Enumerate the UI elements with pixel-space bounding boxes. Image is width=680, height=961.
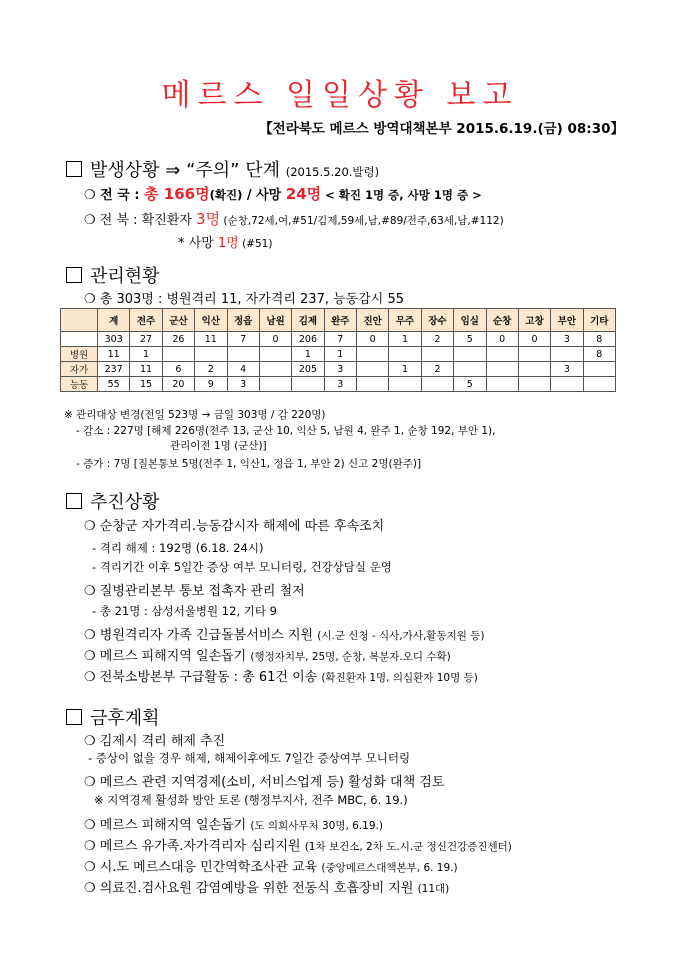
table-cell: 9 [195,377,227,392]
increase-line: - 증가 : 7명 [질본통보 5명(전주 1, 익산1, 정읍 1, 부안 2) 신고 2명(완주)] [76,458,422,470]
table-cell: 55 [98,377,130,392]
table-cell [357,377,389,392]
table-cell: 0 [259,332,291,347]
table-cell: 5 [454,332,486,347]
table-cell [486,362,518,377]
table-header-cell: 익산 [195,309,227,332]
heading-note: (2015.5.20.발령) [285,165,380,179]
table-cell: 1 [292,347,324,362]
list-item: ❍ 메르스 유가족.자가격리자 심리지원 (1차 보건소, 2차 도.시.군 정신건강증진센터) [84,839,512,854]
table-cell [259,377,291,392]
list-item: - 격리 해제 : 192명 (6.18. 24시) [92,541,264,555]
table-cell [259,362,291,377]
table-cell: 0 [518,332,550,347]
row-label: 능동 [61,377,98,392]
table-cell [486,347,518,362]
table-header-cell: 김제 [292,309,324,332]
table-cell [421,347,453,362]
checkbox-icon [66,267,82,283]
change-note: ※ 관리대상 변경(전일 523명 → 금일 303명 / 감 220명) [64,409,326,421]
table-cell [518,377,550,392]
table-row [61,377,616,392]
table-cell: 27 [130,332,162,347]
jeonbuk-status: ❍ 전 북 : 확진환자 3명 (순창,72세,여,#51/김제,59세,남,#89/전주,63세,남,#112) [84,210,504,228]
table-cell: 1 [389,362,421,377]
table-cell: 206 [292,332,324,347]
table-header-cell: 계 [98,309,130,332]
table-cell: 3 [324,362,356,377]
table-cell [583,377,615,392]
death-count: 1명 [217,236,239,251]
table-row [61,347,616,362]
national-status: ❍ 전 국 : 총 166명(확진) / 사망 24명 < 확진 1명 증, 사망 1명 증 > [84,185,482,203]
management-table [60,308,616,392]
table-cell: 1 [324,347,356,362]
table-header-cell: 기타 [583,309,615,332]
table-cell: 11 [98,347,130,362]
checkbox-icon [66,161,82,177]
decrease-line: - 감소 : 227명 [해제 226명(전주 13, 군산 10, 익산 5, 남원 4, 완주 1, 순창 192, 부안 1), [76,425,496,437]
table-cell: 2 [195,362,227,377]
table-cell: 7 [324,332,356,347]
section-occurrence [66,156,379,182]
table-cell: 26 [162,332,194,347]
table-header-cell: 장수 [421,309,453,332]
table-cell: 8 [583,347,615,362]
table-cell [551,377,583,392]
jeonbuk-count: 3명 [196,210,221,228]
list-item: ❍ 전북소방본부 구급활동 : 총 61건 이송 (확진환자 1명, 의심환자 10명 등) [84,670,478,685]
page-title: 메르스 일일상황 보고 [161,78,519,113]
table-cell: 3 [551,332,583,347]
list-item: ❍ 김제시 격리 해제 추진 [84,734,226,749]
list-item: ❍ 시.도 메르스대응 민간역학조사관 교육 (중앙메르스대책본부, 6. 19.) [84,860,458,875]
section-management [66,262,160,288]
list-item: ❍ 메르스 피해지역 일손돕기 (도 의회사무처 30명, 6.19.) [84,818,383,833]
table-cell: 4 [227,362,259,377]
table-header-cell: 전주 [130,309,162,332]
row-label [61,332,98,347]
table-cell [162,347,194,362]
table-cell [583,362,615,377]
death-status: * 사망 1명 (#51) [178,236,273,251]
table-header-cell: 무주 [389,309,421,332]
national-deaths: 24명 [285,185,322,203]
table-cell: 3 [551,362,583,377]
table-header-cell: 정읍 [227,309,259,332]
list-item: - 총 21명 : 삼성서울병원 12, 기타 9 [92,604,277,618]
table-cell [292,377,324,392]
section-heading: 추진상황 [90,492,160,513]
table-cell [421,377,453,392]
table-cell: 11 [195,332,227,347]
table-header-cell: 완주 [324,309,356,332]
list-item: ❍ 메르스 피해지역 일손돕기 (행정자치부, 25명, 순창, 복분자.오디 수확) [84,649,451,664]
section-heading: 관리현황 [90,266,160,287]
row-label: 병원 [61,347,98,362]
section-heading: 금후계획 [90,708,160,729]
table-cell [454,362,486,377]
table-cell: 7 [227,332,259,347]
table-cell: 3 [227,377,259,392]
list-item: - 증상이 없을 경우 해제, 해제이후에도 7일간 증상여부 모니터링 [88,751,411,765]
list-item: ❍ 의료진.검사요원 감염예방을 위한 전동식 호흡장비 지원 (11대) [84,881,450,896]
list-item: ❍ 병원격리자 가족 긴급돌봄서비스 지원 (시.군 신청 - 식사,가사,활동지원 등) [84,628,485,643]
table-cell [195,347,227,362]
table-cell [486,377,518,392]
checkbox-icon [66,493,82,509]
checkbox-icon [66,709,82,725]
national-total: 총 166명 [144,185,210,203]
table-header-cell: 군산 [162,309,194,332]
table-cell: 0 [486,332,518,347]
list-item: ❍ 질병관리본부 통보 접촉자 관리 철저 [84,584,305,599]
table-cell: 15 [130,377,162,392]
table-header-cell: 부안 [551,309,583,332]
report-source-date: 【전라북도 메르스 방역대책본부 2015.6.19.(금) 08:30】 [259,121,624,137]
table-cell [357,362,389,377]
header-corner [61,309,98,332]
table-cell: 205 [292,362,324,377]
table-header-cell: 고창 [518,309,550,332]
table-cell [518,347,550,362]
list-item: ❍ 메르스 관련 지역경제(소비, 서비스업계 등) 활성화 대책 검토 [84,775,445,790]
section-plan [66,704,160,730]
table-cell [551,347,583,362]
table-cell: 1 [389,332,421,347]
table-header-cell: 순창 [486,309,518,332]
list-item: - 격리기간 이후 5일간 증상 여부 모니터링, 건강상담실 운영 [92,560,392,574]
table-cell: 0 [357,332,389,347]
table-cell: 5 [454,377,486,392]
section-heading: 발생상황 ⇒ “주의” 단계 [90,160,281,181]
table-cell: 2 [421,332,453,347]
table-cell: 20 [162,377,194,392]
table-header-row [61,309,616,332]
table-cell [389,377,421,392]
list-item: ※ 지역경제 활성화 방안 토론 (행정부지사, 전주 MBC, 6. 19.) [94,793,408,807]
table-cell: 2 [421,362,453,377]
table-cell: 1 [130,347,162,362]
table-header-cell: 임실 [454,309,486,332]
decrease-line-2: 관리이전 1명 (군산)] [170,440,267,452]
management-summary: ❍ 총 303명 : 병원격리 11, 자가격리 237, 능동감시 55 [84,292,405,307]
table-row [61,362,616,377]
table-cell [454,347,486,362]
table-cell: 6 [162,362,194,377]
table-cell: 8 [583,332,615,347]
table-cell: 11 [130,362,162,377]
row-label: 자가 [61,362,98,377]
list-item: ❍ 순창군 자가격리.능동감시자 해제에 따른 후속조치 [84,519,385,534]
table-cell [518,362,550,377]
table-cell: 237 [98,362,130,377]
table-cell: 3 [324,377,356,392]
table-cell [389,347,421,362]
table-row-total [61,332,616,347]
table-header-cell: 진안 [357,309,389,332]
table-cell: 303 [98,332,130,347]
table-cell [357,347,389,362]
section-progress [66,488,160,514]
table-cell [227,347,259,362]
table-cell [259,347,291,362]
table-header-cell: 남원 [259,309,291,332]
